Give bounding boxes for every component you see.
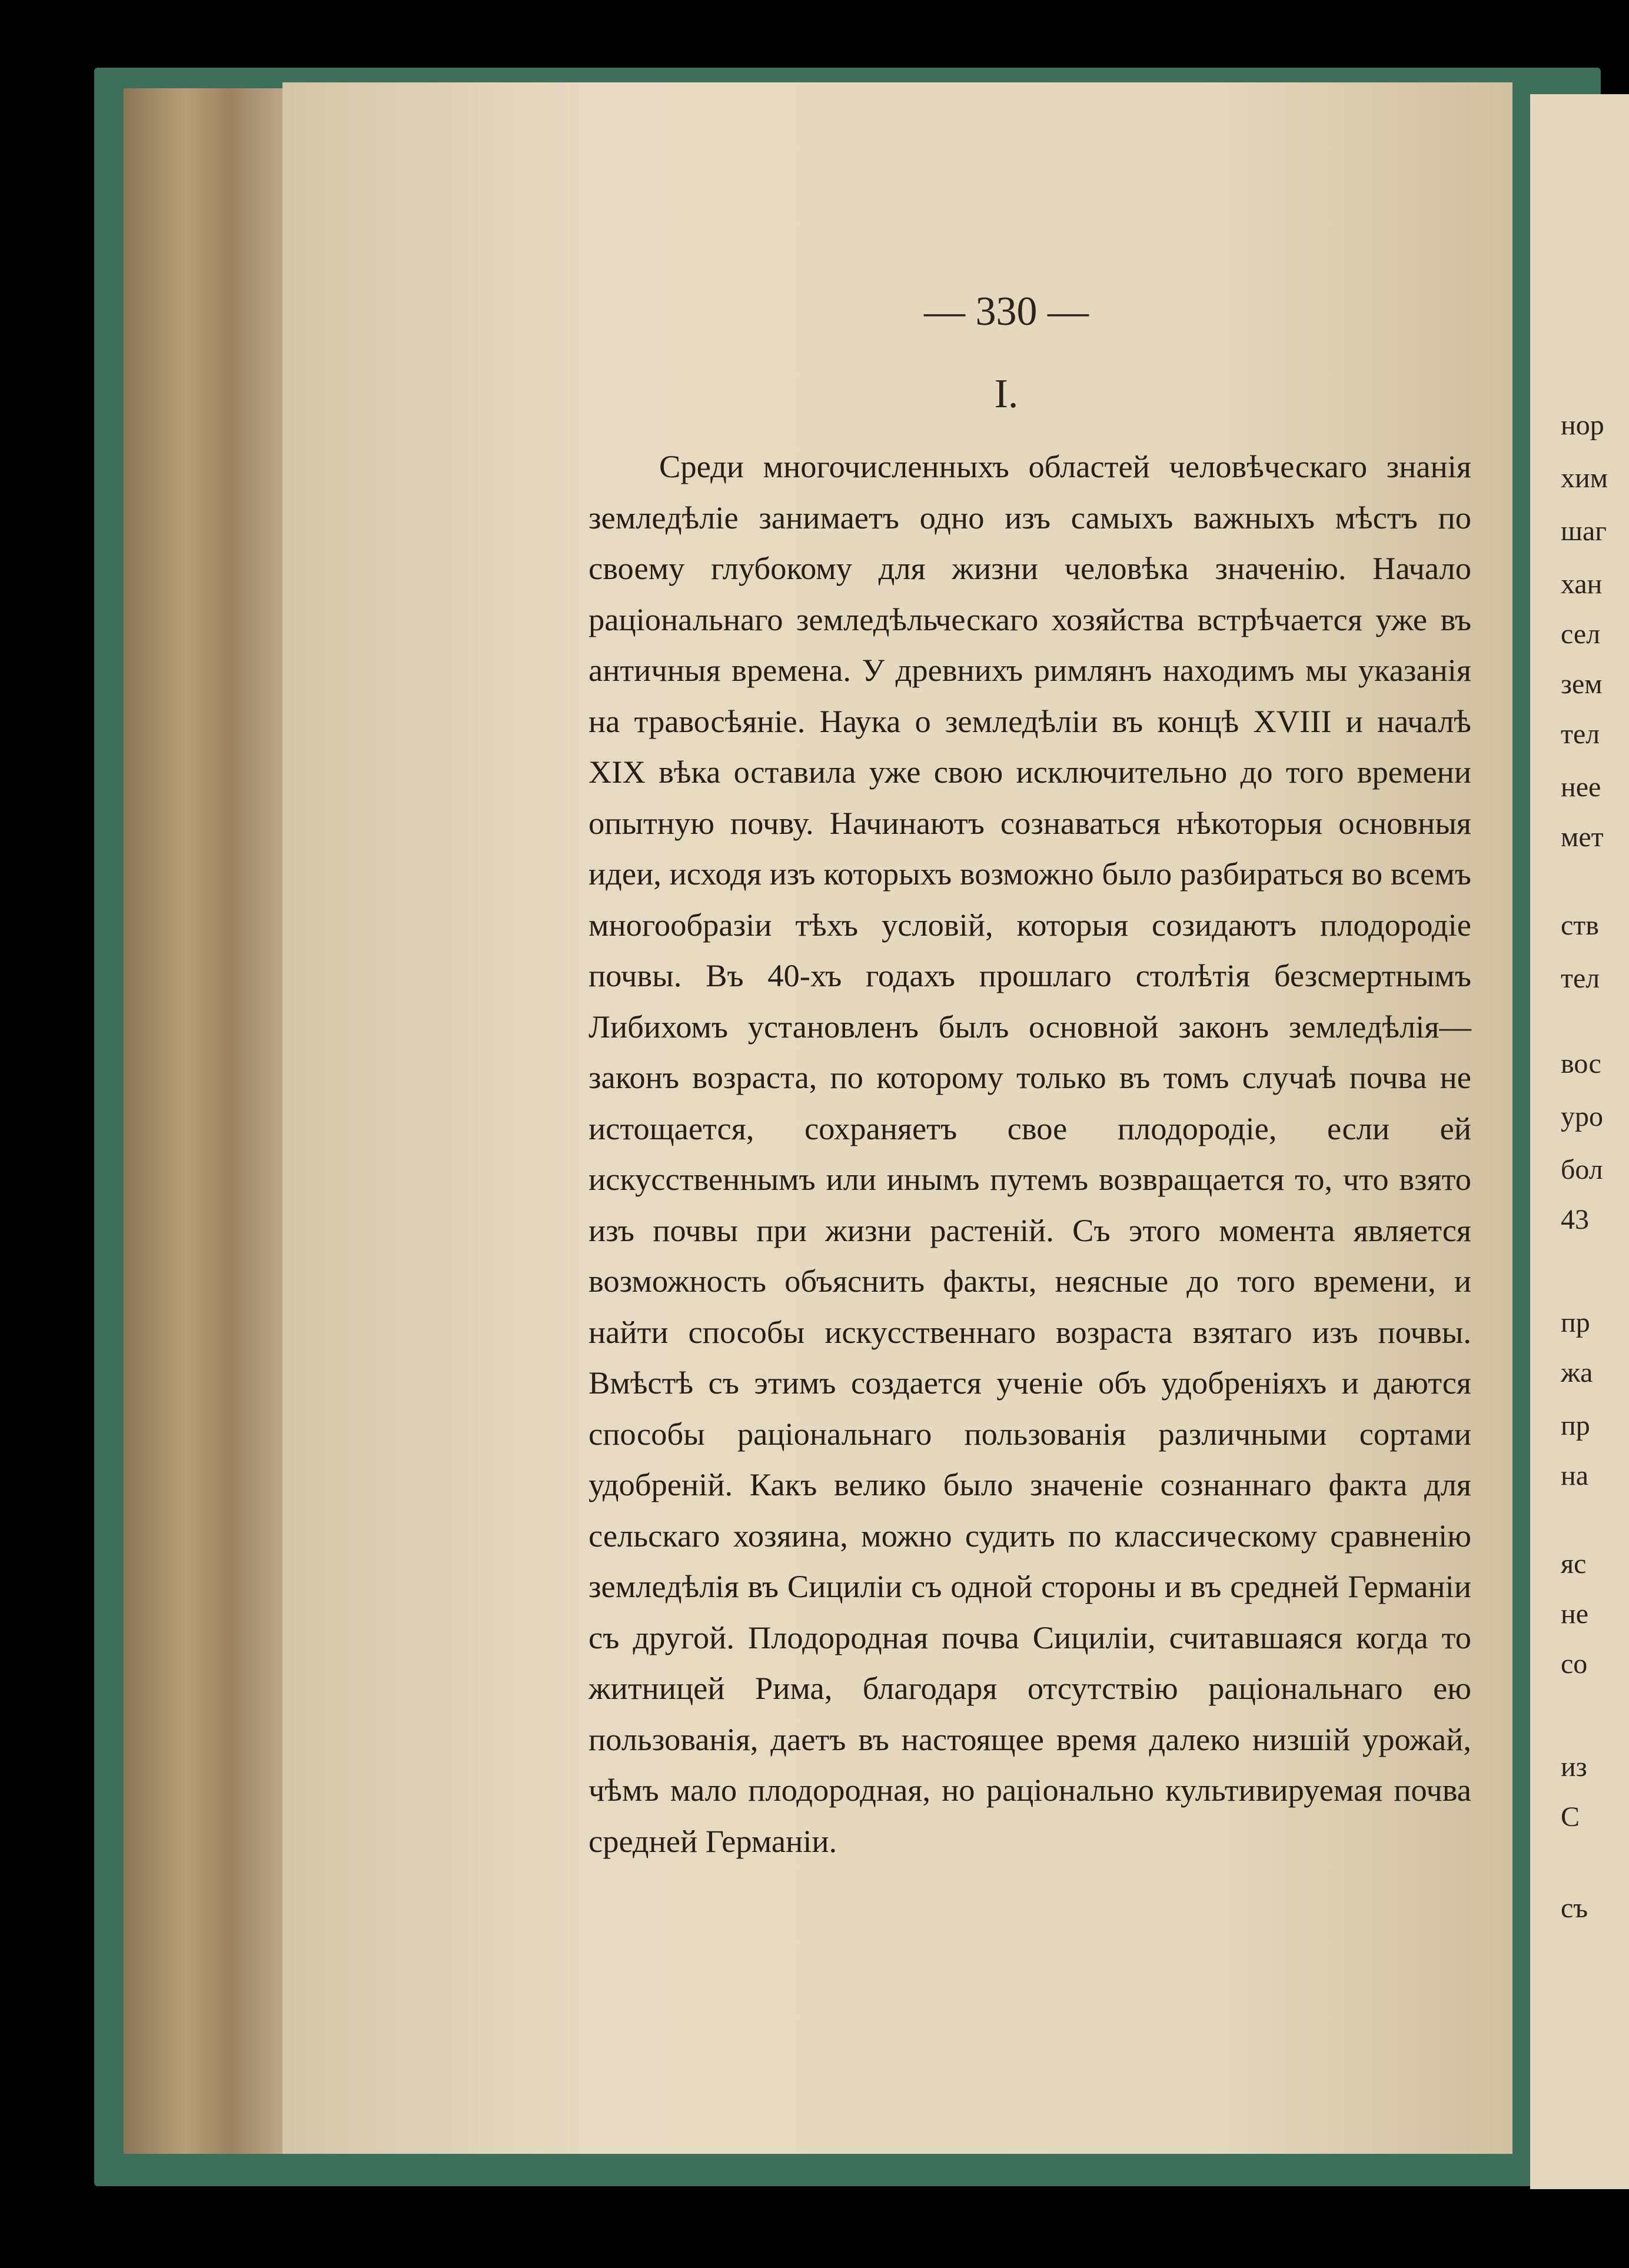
facing-page: [1530, 94, 1629, 2189]
facing-page-line: нор: [1561, 410, 1604, 441]
facing-page-line: съ: [1561, 1893, 1588, 1924]
facing-page-line: со: [1561, 1648, 1588, 1680]
facing-page-line: пр: [1561, 1307, 1590, 1338]
facing-page-line: сел: [1561, 618, 1601, 650]
body-paragraph: Среди многочисленныхъ областей человѣческаго знанія земледѣліе занимаетъ одно изъ самыхъ важныхъ мѣстъ по своему глубокому для жизни человѣка значенію. Начало раціональнаго земледѣльческаго хозяйства встрѣчается уже въ античныя времена. У древнихъ римлянъ находимъ мы указанія на травосѣяніе. Наука о земледѣліи въ концѣ XVIII и началѣ XIX вѣка оставила уже свою исключительно до того времени опытную почву. Начинаютъ сознаваться нѣкоторыя основныя идеи, исходя изъ которыхъ возможно было разбираться во всемъ многообразіи тѣхъ условій, которыя созидаютъ плодородіе почвы. Въ 40-хъ годахъ прошлаго столѣтія безсмертнымъ Либихомъ установленъ былъ основной законъ земледѣлія—законъ возраста, по которому только въ томъ случаѣ почва не истощается, сохраняетъ свое плодородіе, если ей искусственнымъ или инымъ путемъ возвращается то, что взято изъ почвы при жизни растеній. Съ этого момента является возможность объяснить факты, неясные до того времени, и найти способы искусственнаго возраста взятаго изъ почвы. Вмѣстѣ съ этимъ создается ученіе объ удобреніяхъ и даются способы раціональнаго пользованія различными сортами удобреній. Какъ велико было значеніе сознаннаго факта для сельскаго хозяина, можно судить по классическому сравненію земледѣлія въ Сициліи съ одной стороны и въ средней Германіи съ другой. Плодородная почва Сициліи, считавшаяся когда то житницей Рима, благодаря отсутствію раціональнаго ею пользованія, даетъ въ настоящее время далеко низшій урожай, чѣмъ мало плодородная, но раціонально культивируемая почва средней Германіи.: [589, 448, 1471, 1859]
facing-page-line: ств: [1561, 910, 1599, 941]
facing-page-line: нее: [1561, 771, 1601, 803]
facing-page-line: из: [1561, 1751, 1587, 1783]
facing-page-line: мет: [1561, 822, 1604, 853]
facing-page-line: хим: [1561, 463, 1608, 494]
facing-page-line: вос: [1561, 1048, 1601, 1079]
facing-page-line: пр: [1561, 1410, 1590, 1441]
page-number: — 330 —: [924, 289, 1089, 334]
facing-page-line: 43: [1561, 1204, 1589, 1235]
facing-page-line: тел: [1561, 963, 1600, 994]
facing-page-line: не: [1561, 1598, 1588, 1629]
facing-page-line: хан: [1561, 568, 1603, 600]
facing-page-line: зем: [1561, 669, 1603, 700]
facing-page-line: бол: [1561, 1154, 1603, 1185]
facing-page-line: тел: [1561, 719, 1600, 750]
section-heading: I.: [994, 371, 1019, 417]
facing-page-line: уро: [1561, 1101, 1603, 1132]
facing-page-line: яс: [1561, 1548, 1587, 1579]
facing-page-line: шаг: [1561, 516, 1607, 547]
facing-page-line: на: [1561, 1460, 1588, 1491]
page-edges: [124, 88, 300, 2154]
facing-page-line: жа: [1561, 1357, 1593, 1388]
facing-page-line: С: [1561, 1801, 1580, 1833]
